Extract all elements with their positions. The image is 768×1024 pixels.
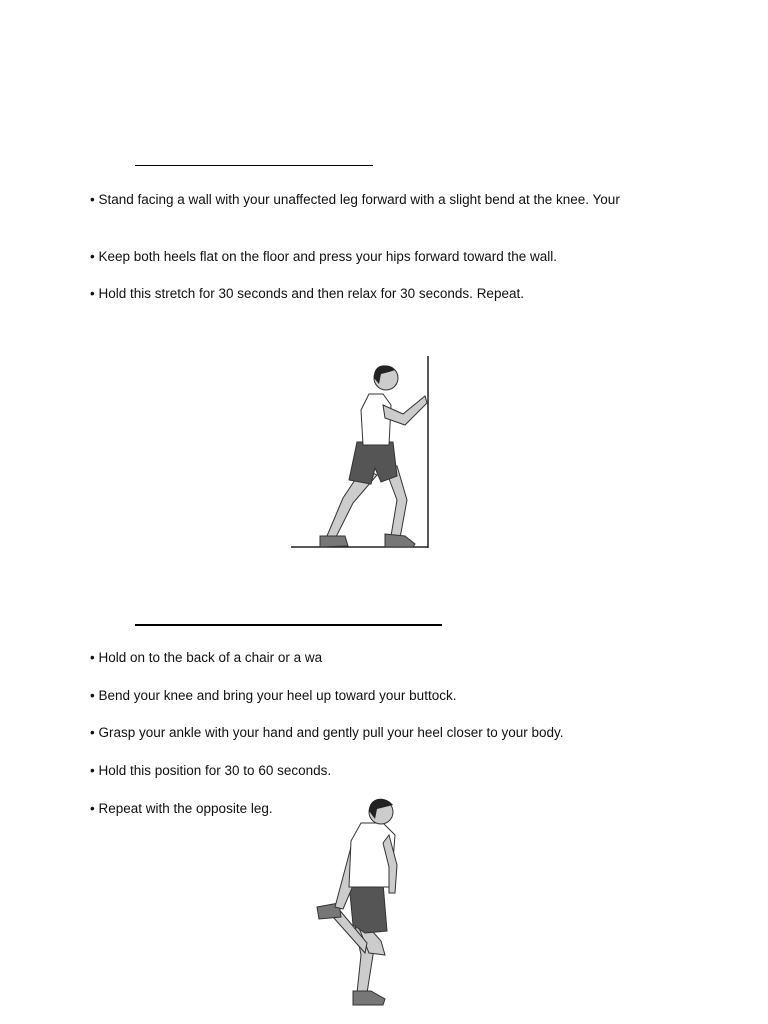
calf-stretch-illustration <box>285 350 435 555</box>
section1-bullet-1: • Stand facing a wall with your unaffected leg forward with a slight bend at the knee. Your <box>90 192 620 207</box>
section1-bullet-3: • Hold this stretch for 30 seconds and then relax for 30 seconds. Repeat. <box>90 286 524 301</box>
section2-bullet-3: • Grasp your ankle with your hand and gently pull your heel closer to your body. <box>90 725 564 740</box>
section2-bullet-4: • Hold this position for 30 to 60 seconds. <box>90 763 332 778</box>
back-shoe <box>320 536 348 547</box>
section2-heading-rule <box>135 624 442 626</box>
quadriceps-stretch-illustration <box>305 795 415 1015</box>
section2-bullet-5: • Repeat with the opposite leg. <box>90 801 273 816</box>
section2-bullet-1: • Hold on to the back of a chair or a wa <box>90 650 323 665</box>
standing-shoe <box>353 991 385 1005</box>
shorts <box>349 883 387 933</box>
shirt <box>361 394 391 445</box>
section1-heading-rule <box>135 165 373 166</box>
shorts <box>349 442 397 484</box>
section2-bullet-2: • Bend your knee and bring your heel up toward your buttock. <box>90 688 457 703</box>
front-shoe <box>385 534 415 547</box>
section1-bullet-2: • Keep both heels flat on the floor and press your hips forward toward the wall. <box>90 249 557 264</box>
